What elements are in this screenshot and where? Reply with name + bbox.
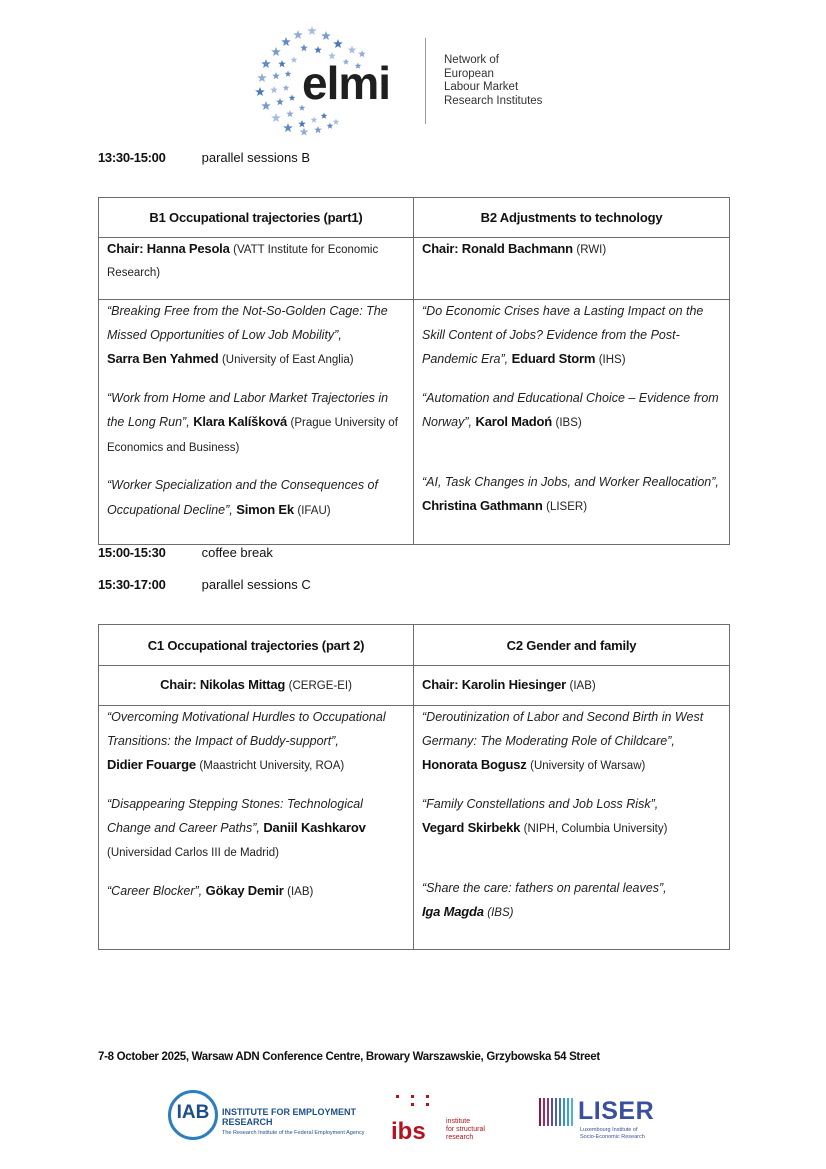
star-icon <box>261 59 271 68</box>
paper-author: Eduard Storm <box>511 351 596 366</box>
star-icon <box>271 113 281 122</box>
chair-cell-c1 <box>99 666 414 706</box>
header-divider <box>425 38 426 124</box>
author-affiliation: (IFAU) <box>297 504 331 517</box>
star-icon <box>311 117 318 123</box>
star-icon <box>283 85 290 91</box>
elmi-logo-word: elmi <box>302 57 391 109</box>
session-title-b1: B1 Occupational trajectories (part1) <box>99 198 414 238</box>
sessions-b-table <box>98 197 730 545</box>
paper-title: “Share the care: fathers on parental leaves”, <box>422 880 667 895</box>
author-affiliation: (NIPH, Columbia University) <box>523 823 668 835</box>
chair-row <box>99 238 730 300</box>
paper-entry <box>422 793 721 863</box>
star-icon <box>285 71 292 77</box>
star-icon <box>348 46 357 54</box>
paper-entry <box>422 300 721 373</box>
liser-bars-icon <box>537 1096 577 1128</box>
ibs-name-line: institute <box>446 1118 471 1125</box>
elmi-org-name <box>444 54 542 108</box>
ibs-dot-mark <box>426 1103 429 1106</box>
paper-entry <box>107 387 405 461</box>
chair-affiliation: (VATT Institute for Economic Research) <box>107 244 379 279</box>
author-affiliation: (IHS) <box>598 354 626 366</box>
ibs-name <box>446 1118 485 1142</box>
liser-logo-word: LISER <box>578 1097 655 1125</box>
paper-author: Gökay Demir <box>205 883 284 898</box>
liser-subtitle-line: Luxembourg Institute of <box>580 1127 638 1133</box>
papers-row <box>99 706 730 950</box>
iab-logo-letters: IAB <box>176 1102 210 1123</box>
chair-cell-b2 <box>414 238 730 300</box>
time-row-sessions-b <box>98 150 310 166</box>
paper-entry <box>422 706 721 779</box>
liser-subtitle-line: Socio-Economic Research <box>580 1133 645 1140</box>
liser-bar-stripe <box>539 1098 541 1126</box>
chair-name: Chair: Nikolas Mittag <box>160 677 286 692</box>
star-icon <box>293 30 303 39</box>
papers-cell-b1 <box>99 300 414 545</box>
org-line: Research Institutes <box>444 94 543 107</box>
session-title-c1: C1 Occupational trajectories (part 2) <box>99 625 414 666</box>
time-slot: 15:00-15:30 <box>98 545 166 560</box>
paper-entry <box>422 877 721 947</box>
time-slot-label: parallel sessions B <box>201 150 311 165</box>
star-icon <box>286 110 294 117</box>
chair-name: Chair: Karolin Hiesinger <box>422 677 567 692</box>
iab-tagline: The Research Institute of the Federal Employment Agency <box>222 1130 365 1136</box>
paper-author: Simon Ek <box>236 501 294 517</box>
papers-cell-c1 <box>99 706 414 950</box>
papers-cell-c2 <box>414 706 730 950</box>
paper-entry <box>107 300 405 373</box>
session-title-c2: C2 Gender and family <box>414 625 730 666</box>
ibs-dot-mark <box>396 1095 399 1098</box>
paper-author: Christina Gathmann <box>422 498 543 513</box>
time-slot-label: coffee break <box>201 545 273 560</box>
time-row-sessions-c <box>98 577 311 593</box>
star-icon <box>333 119 340 125</box>
chair-affiliation: (CERGE-EI) <box>288 680 352 692</box>
chair-row <box>99 666 730 706</box>
paper-author: Sarra Ben Yahmed <box>107 351 219 366</box>
star-icon <box>289 95 296 101</box>
paper-title: “Career Blocker”, <box>107 884 203 898</box>
paper-title: “Family Constellations and Job Loss Risk”, <box>422 796 659 811</box>
chair-name: Chair: Ronald Bachmann <box>422 241 573 256</box>
paper-author: Karol Madoń <box>475 414 553 429</box>
paper-entry <box>107 706 405 779</box>
star-icon <box>272 72 280 79</box>
chair-name: Chair: Hanna Pesola <box>107 241 230 256</box>
liser-bar-stripe <box>551 1098 553 1126</box>
author-affiliation: (Prague University of Economics and Business) <box>107 417 398 454</box>
paper-author: Vegard Skirbekk <box>422 820 521 835</box>
star-icon <box>307 26 317 35</box>
liser-subtitle <box>580 1127 645 1140</box>
star-icon <box>314 126 322 133</box>
paper-title: “Automation and Educational Choice – Evidence from Norway”, <box>422 390 719 429</box>
paper-entry <box>422 387 721 457</box>
star-icon <box>321 31 331 40</box>
star-icon <box>281 37 291 46</box>
papers-row <box>99 300 730 545</box>
session-title-b2: B2 Adjustments to technology <box>414 198 730 238</box>
star-icon <box>270 86 278 93</box>
chair-cell-c2 <box>414 666 730 706</box>
paper-entry <box>107 793 405 866</box>
org-line: Labour Market <box>444 81 519 93</box>
time-slot-label: parallel sessions C <box>201 577 311 592</box>
time-row-coffee <box>98 545 273 561</box>
author-affiliation: (Maastricht University, ROA) <box>199 760 345 772</box>
paper-entry <box>107 474 405 544</box>
author-affiliation: (IBS) <box>555 417 582 429</box>
paper-author: Daniil Kashkarov <box>263 820 366 835</box>
ibs-name-line: for structural <box>446 1126 485 1133</box>
table-header-row <box>99 625 730 666</box>
liser-bar-stripe <box>547 1098 549 1126</box>
paper-author: Honorata Bogusz <box>422 757 527 772</box>
star-icon <box>298 120 306 127</box>
chair-cell-b1 <box>99 238 414 300</box>
paper-title: “Worker Specialization and the Consequences of Occupational Decline”, <box>107 478 378 517</box>
org-line: European <box>444 67 494 80</box>
liser-bar-stripe <box>543 1098 545 1126</box>
papers-cell-b2 <box>414 300 730 545</box>
liser-bar-stripe <box>555 1098 557 1126</box>
liser-bar-stripe <box>563 1098 565 1126</box>
iab-name-line: INSTITUTE FOR EMPLOYMENT <box>222 1107 356 1117</box>
ibs-logo-mark <box>390 1093 438 1143</box>
paper-title: “Deroutinization of Labor and Second Birth in West Germany: The Moderating Role of Childcare”, <box>422 710 704 748</box>
paper-title: “Disappearing Stepping Stones: Technological Change and Career Paths”, <box>107 796 363 835</box>
paper-title: “AI, Task Changes in Jobs, and Worker Reallocation”, <box>422 474 719 489</box>
author-affiliation: (University of Warsaw) <box>530 760 646 772</box>
star-icon <box>255 87 265 96</box>
paper-title: “Work from Home and Labor Market Trajectories in the Long Run”, <box>107 390 389 429</box>
paper-title: “Breaking Free from the Not-So-Golden Cage: The Missed Opportunities of Low Job Mobility”, <box>107 304 388 342</box>
liser-bar-stripe <box>571 1098 573 1126</box>
author-affiliation: (Universidad Carlos III de Madrid) <box>107 846 279 859</box>
table-header-row <box>99 198 730 238</box>
paper-entry <box>422 471 721 541</box>
star-icon <box>276 98 284 105</box>
author-affiliation: (IBS) <box>487 907 514 919</box>
ibs-logo-letters: ibs <box>391 1118 426 1143</box>
iab-name-line: RESEARCH <box>222 1116 273 1127</box>
paper-author: Iga Magda <box>422 904 484 919</box>
paper-title: “Do Economic Crises have a Lasting Impact on the Skill Content of Jobs? Evidence from the Post-Pandemic Era”, <box>422 304 704 366</box>
star-icon <box>327 123 334 129</box>
star-icon <box>333 39 343 48</box>
paper-author: Didier Fouarge <box>107 757 196 772</box>
star-icon <box>283 123 293 132</box>
chair-affiliation: (RWI) <box>576 244 607 256</box>
paper-title: “Overcoming Motivational Hurdles to Occupational Transitions: the Impact of Buddy-support”, <box>107 710 386 748</box>
ibs-dot-mark <box>426 1095 429 1098</box>
author-affiliation: (LISER) <box>546 501 588 513</box>
star-icon <box>261 101 271 110</box>
star-icon <box>257 73 267 82</box>
star-icon <box>300 128 309 136</box>
liser-bar-stripe <box>559 1098 561 1126</box>
time-slot: 13:30-15:00 <box>98 150 166 165</box>
time-slot: 15:30-17:00 <box>98 577 166 592</box>
star-icon <box>278 60 286 67</box>
star-icon <box>321 113 328 119</box>
ibs-dot-mark <box>411 1103 414 1106</box>
paper-entry <box>107 879 405 949</box>
chair-affiliation: (IAB) <box>569 680 596 692</box>
sessions-c-table <box>98 624 730 950</box>
star-icon <box>300 44 308 51</box>
org-line: Network of <box>444 54 499 66</box>
star-icon <box>291 57 298 63</box>
ibs-name-line: research <box>446 1134 474 1141</box>
author-affiliation: (IAB) <box>287 886 314 898</box>
footer-venue: 7-8 October 2025, Warsaw ADN Conference Centre, Browary Warszawskie, Grzybowska 54 Street <box>98 1051 600 1063</box>
liser-bar-stripe <box>567 1098 569 1126</box>
ibs-dot-mark <box>411 1095 414 1098</box>
paper-author: Klara Kalíšková <box>193 414 288 429</box>
star-icon <box>271 47 281 56</box>
iab-name <box>222 1108 356 1127</box>
star-icon <box>314 46 322 53</box>
author-affiliation: (University of East Anglia) <box>221 354 354 366</box>
